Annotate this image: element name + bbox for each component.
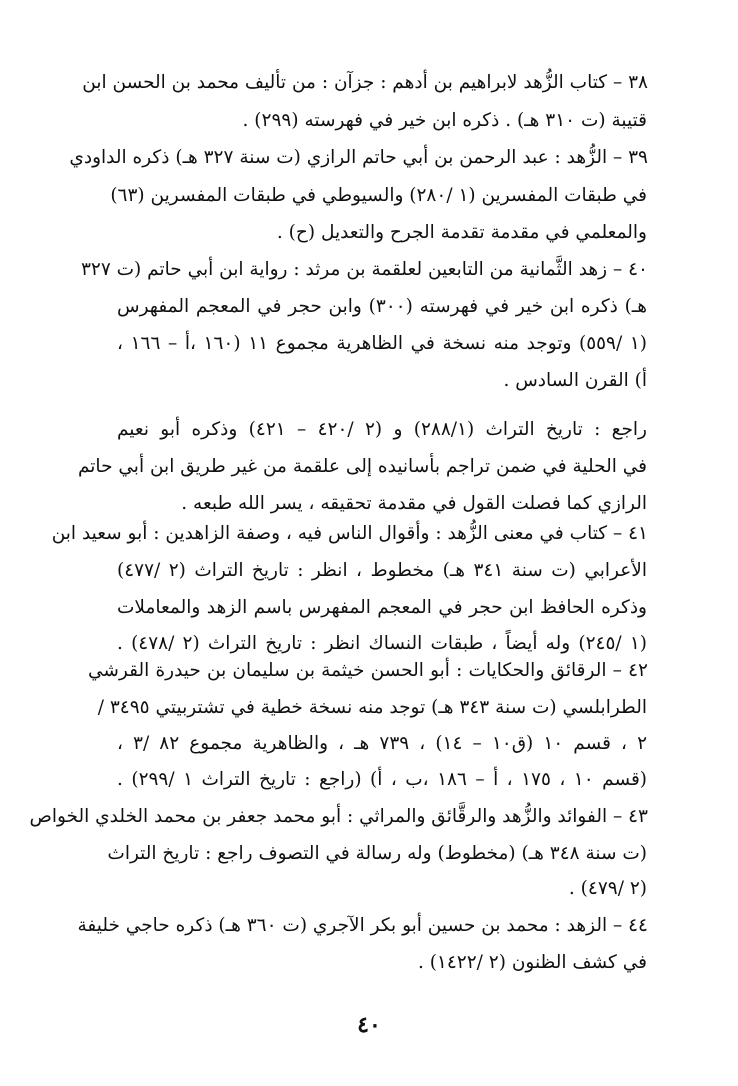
text-line: ٤٣ – الفوائد والزُّهد والرقَّائق والمراثي : أبو محمد جعفر بن محمد الخلدي الخواص xyxy=(29,806,648,827)
text-line: ٢ ، قسم ١٠ (ق١٠ – ١٤) ، ٧٣٩ هـ ، والظاهرية مجموع ٨٢ /٣ ، xyxy=(117,733,648,754)
text-line: (١ /٥٥٩) وتوجد منه نسخة في الظاهرية مجموع ١١ (١٦٠ ،أ – ١٦٦ ، xyxy=(117,333,647,354)
text-line: راجع : تاريخ التراث (٢٨٨/١) و (٢ /٤٢٠ – ٤٢١) وذكره أبو نعيم xyxy=(117,419,647,440)
text-line: ٤١ – كتاب في معنى الزُّهد : وأقوال الناس فيه ، وصفة الزاهدين : أبو سعيد ابن xyxy=(51,523,648,544)
text-line: ٤٢ – الرقائق والحكايات : أبو الحسن خيثمة بن سليمان بن حيدرة القرشي xyxy=(88,660,648,681)
text-line: هـ) ذكره ابن خير في فهرسته (٣٠٠) وابن حجر في المعجم المفهرس xyxy=(117,296,647,317)
text-line: ٤٠ – زهد الثَّمانية من التابعين لعلقمة بن مرثد : رواية ابن أبي حاتم (ت ٣٢٧ xyxy=(80,259,648,280)
text-line: (١ /٢٤٥) وله أيضاً ، طبقات النساك انظر : تاريخ التراث (٢ /٤٧٨) . xyxy=(117,633,647,654)
text-line: في الحلية في ضمن تراجم بأسانيده إلى علقمة من غير طريق ابن أبي حاتم xyxy=(77,456,647,477)
text-line: الأعرابي (ت سنة ٣٤١ هـ) مخطوط ، انظر : تاريخ التراث (٢ /٤٧٧) xyxy=(117,560,647,581)
text-line: الطرابلسي (ت سنة ٣٤٣ هـ) توجد منه نسخة خطية في تشتربيتي ٣٤٩٥ / xyxy=(97,697,647,718)
text-line: ٣٩ – الزُّهد : عبد الرحمن بن أبي حاتم الرازي (ت سنة ٣٢٧ هـ) ذكره الداودي xyxy=(69,147,648,168)
page-number: ٤٠ xyxy=(357,1012,381,1038)
text-line: والمعلمي في مقدمة تقدمة الجرح والتعديل (ح) . xyxy=(276,222,647,243)
text-line: (قسم ١٠ ، ١٧٥ ، أ – ١٨٦ ،ب ، أ) (راجع : تاريخ التراث ١ /٢٩٩) . xyxy=(117,769,648,790)
text-line: ٤٤ – الزهد : محمد بن حسين أبو بكر الآجري (ت ٣٦٠ هـ) ذكره حاجي خليفة xyxy=(77,915,648,936)
text-line: أ) القرن السادس . xyxy=(503,370,647,391)
text-line: وذكره الحافظ ابن حجر في المعجم المفهرس باسم الزهد والمعاملات xyxy=(117,597,647,618)
text-line: قتيبة (ت ٣١٠ هـ) . ذكره ابن خير في فهرسته (٢٩٩) . xyxy=(242,110,647,131)
text-line: في طبقات المفسرين (١ /٢٨٠) والسيوطي في طبقات المفسرين (٦٣) xyxy=(110,185,647,206)
text-line: ٣٨ – كتاب الزُّهد لابراهيم بن أدهم : جزآن : من تأليف محمد بن الحسن ابن xyxy=(82,72,648,93)
text-line: الرازي كما فصلت القول في مقدمة تحقيقه ، يسر الله طبعه . xyxy=(181,493,647,514)
text-line: (ت سنة ٣٤٨ هـ) (مخطوط) وله رسالة في التصوف راجع : تاريخ التراث xyxy=(107,843,647,864)
text-line: في كشف الظنون (٢ /١٤٢٢) . xyxy=(417,952,647,973)
text-line: (٢ /٤٧٩) . xyxy=(568,878,647,899)
